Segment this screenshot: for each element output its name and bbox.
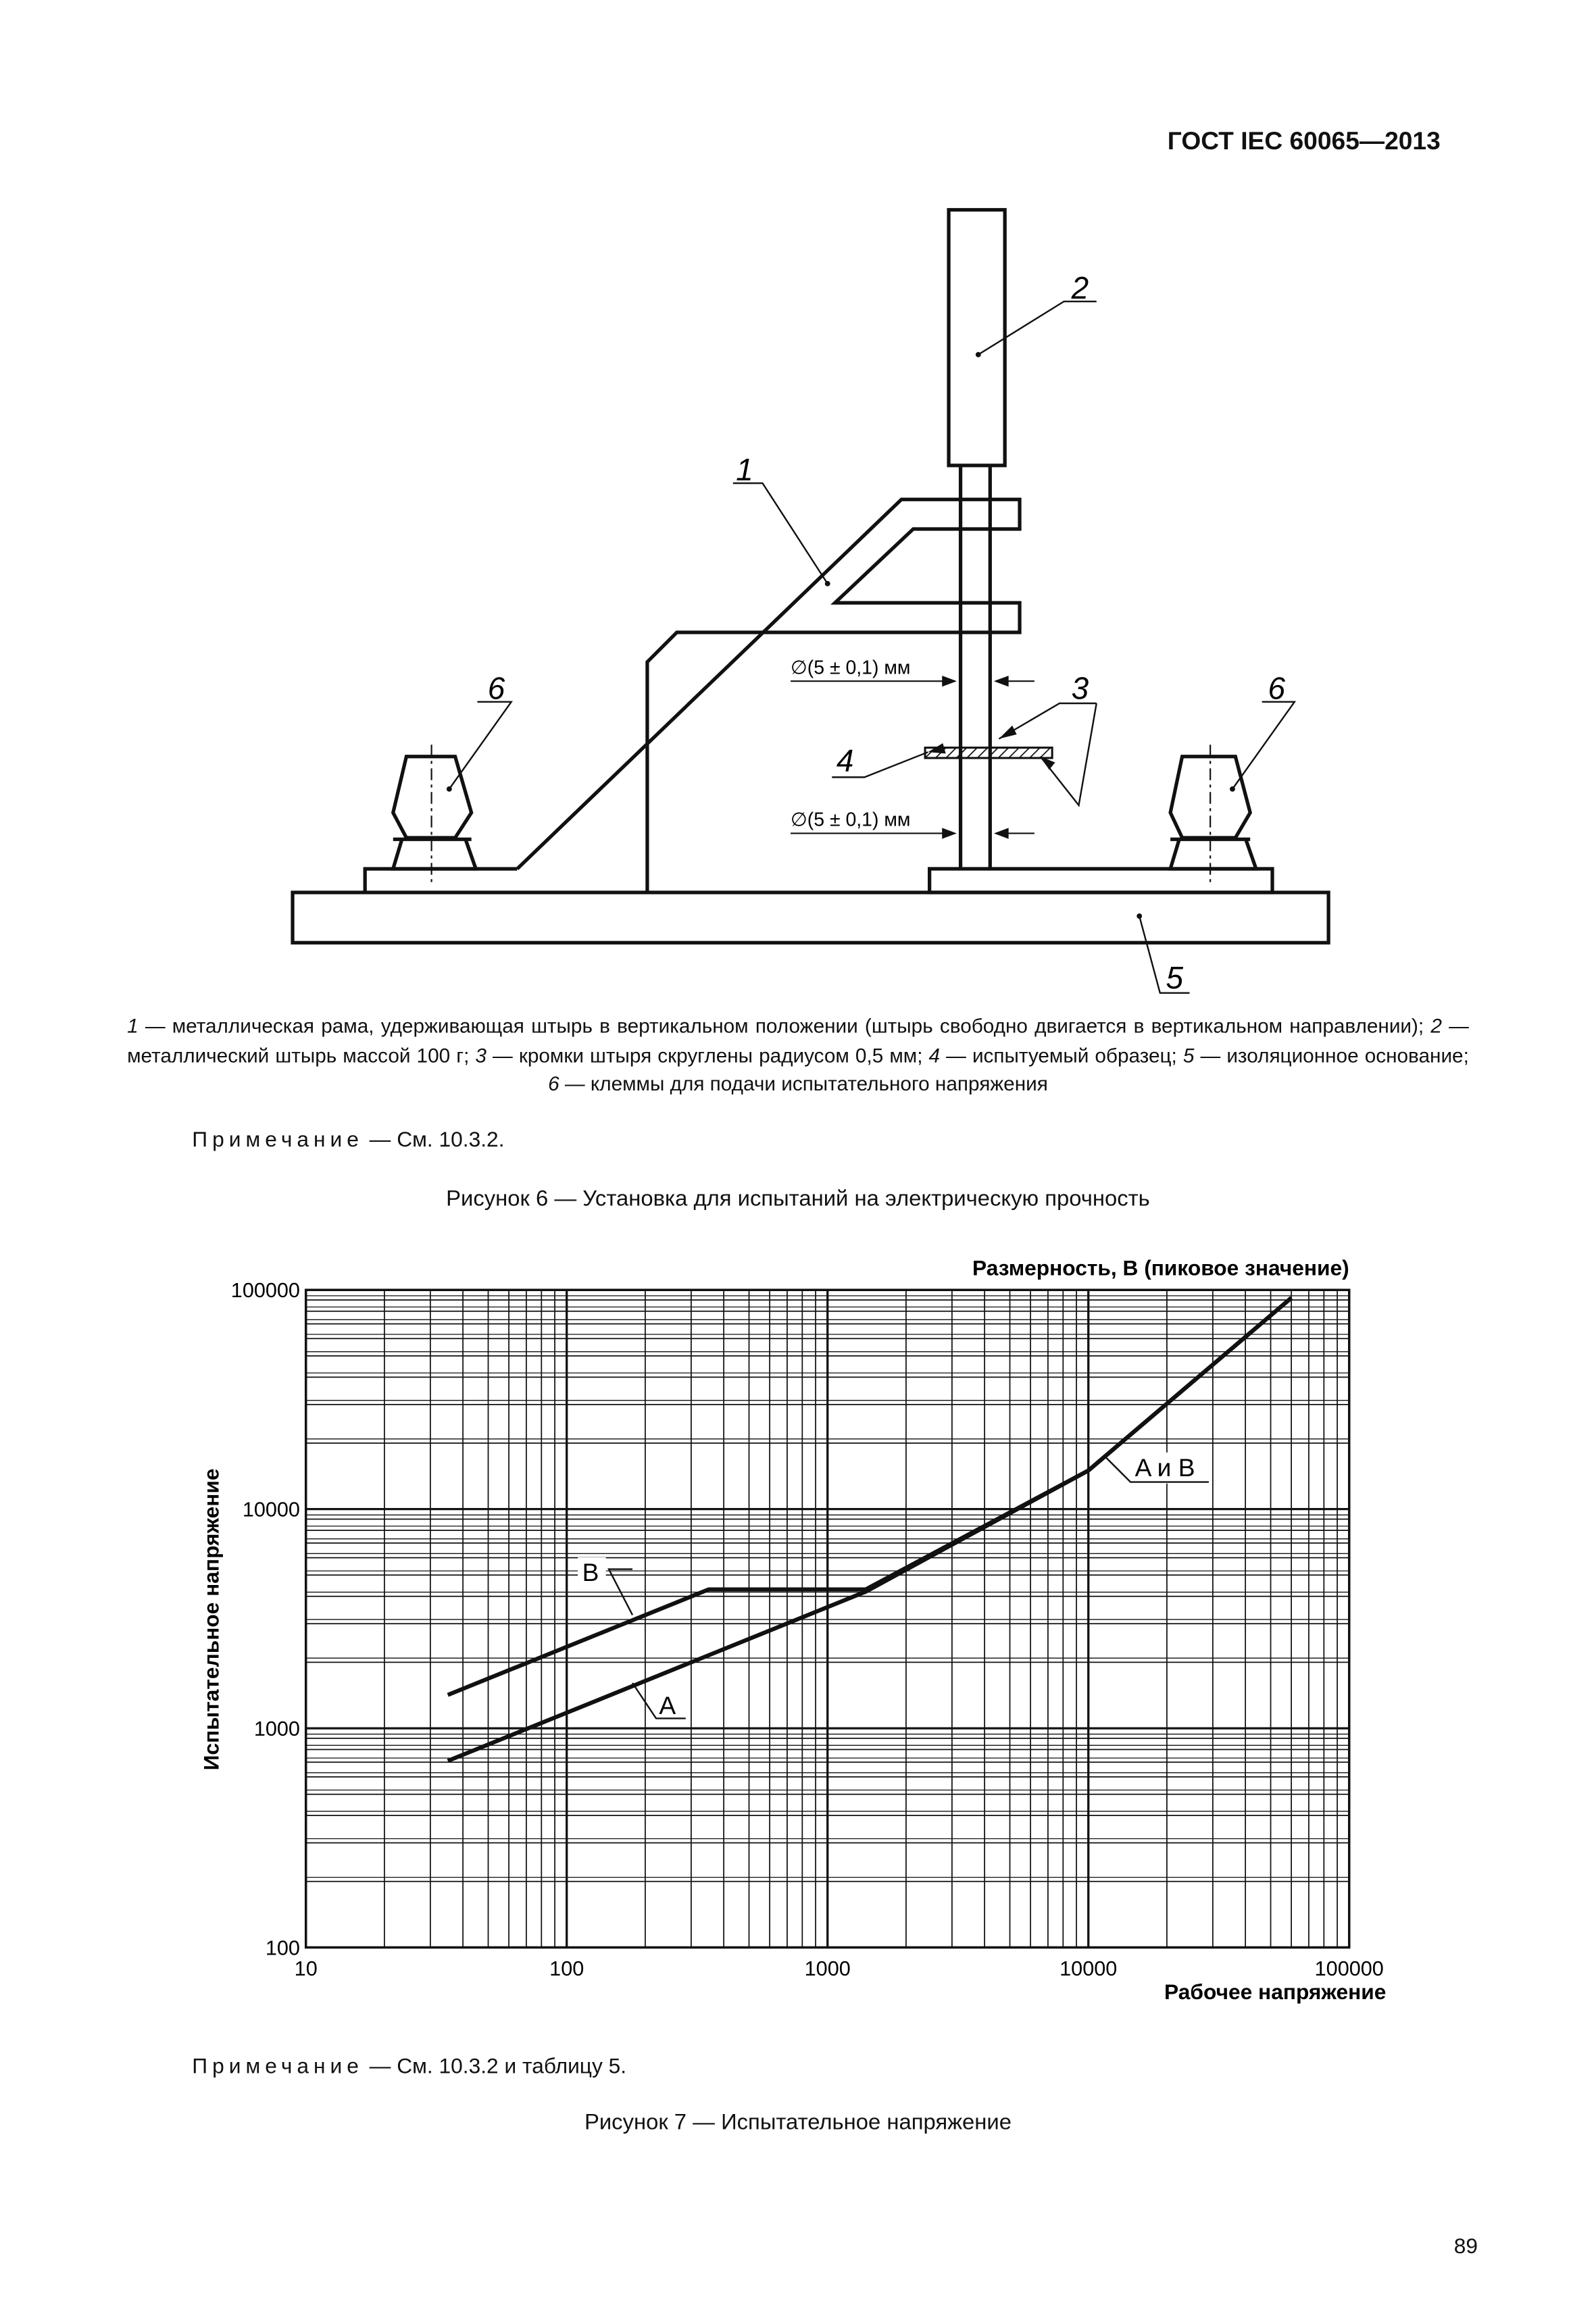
x-tick-label: 1000 — [804, 1957, 851, 1981]
figure7-note: Примечание — См. 10.3.2 и таблицу 5. — [192, 2055, 627, 2080]
y-tick-label: 100 — [265, 1936, 300, 1960]
dimension-label-upper: ∅(5 ± 0,1) мм — [791, 657, 911, 679]
x-tick-label: 10 — [294, 1957, 318, 1981]
dimension-label-lower: ∅(5 ± 0,1) мм — [791, 809, 911, 831]
annotation-label-2: A — [659, 1690, 676, 1719]
left-terminal-plate — [365, 869, 517, 892]
chart-title: Размерность, В (пиковое значение) — [972, 1255, 1349, 1280]
x-tick-label: 100 — [549, 1957, 584, 1981]
figure7-caption: Рисунок 7 — Испытательное напряжение — [584, 2110, 1012, 2136]
y-tick-label: 10000 — [242, 1498, 300, 1521]
series-line-A — [448, 1298, 1291, 1761]
callout-5: 5 — [1166, 960, 1184, 996]
series-line-B — [448, 1298, 1291, 1695]
annotation-label-3: A и B — [1134, 1453, 1195, 1482]
callout-6-right: 6 — [1268, 670, 1285, 706]
y-axis-label: Испытательное напряжение — [199, 1468, 224, 1771]
callout-2: 2 — [1071, 270, 1089, 305]
y-tick-label: 1000 — [253, 1717, 300, 1740]
figure6-caption: Рисунок 6 — Установка для испытаний на электрическую прочность — [446, 1186, 1150, 1212]
x-tick-label: 100000 — [1314, 1957, 1384, 1981]
callout-1: 1 — [736, 451, 753, 487]
right-plate — [930, 869, 1272, 892]
chart-grid — [306, 1290, 1349, 1947]
chart-series — [448, 1298, 1291, 1761]
page-number: 89 — [1453, 2235, 1478, 2259]
x-axis-label: Рабочее напряжение — [1164, 1980, 1387, 2005]
callout-3: 3 — [1071, 670, 1089, 706]
insulating-base — [293, 892, 1328, 942]
y-tick-label: 100000 — [230, 1279, 300, 1303]
callout-4: 4 — [836, 743, 854, 778]
callout-6-left: 6 — [487, 670, 505, 706]
annotation-label-1: B — [582, 1558, 599, 1587]
standard-code: ГОСТ IEC 60065—2013 — [1167, 127, 1441, 155]
test-voltage-chart — [0, 1226, 1596, 2054]
figure6-note: Примечание — См. 10.3.2. — [192, 1128, 505, 1153]
figure6-legend: 1 — металлическая рама, удерживающая штырь в вертикальном положении (штырь свободно двигается в вертикальном направлении); 2 — металлический штырь массой 100 г; 3 — кромки штыря скруглены радиусом 0,5 мм; 4 — испытуемый образец; 5 — изоляционное основание; 6 — клеммы для подачи испытательного напряжения — [127, 1015, 1469, 1095]
figure6-drawing — [0, 0, 1596, 1020]
metal-rod-weight — [949, 210, 1005, 466]
x-tick-label: 10000 — [1059, 1957, 1118, 1981]
